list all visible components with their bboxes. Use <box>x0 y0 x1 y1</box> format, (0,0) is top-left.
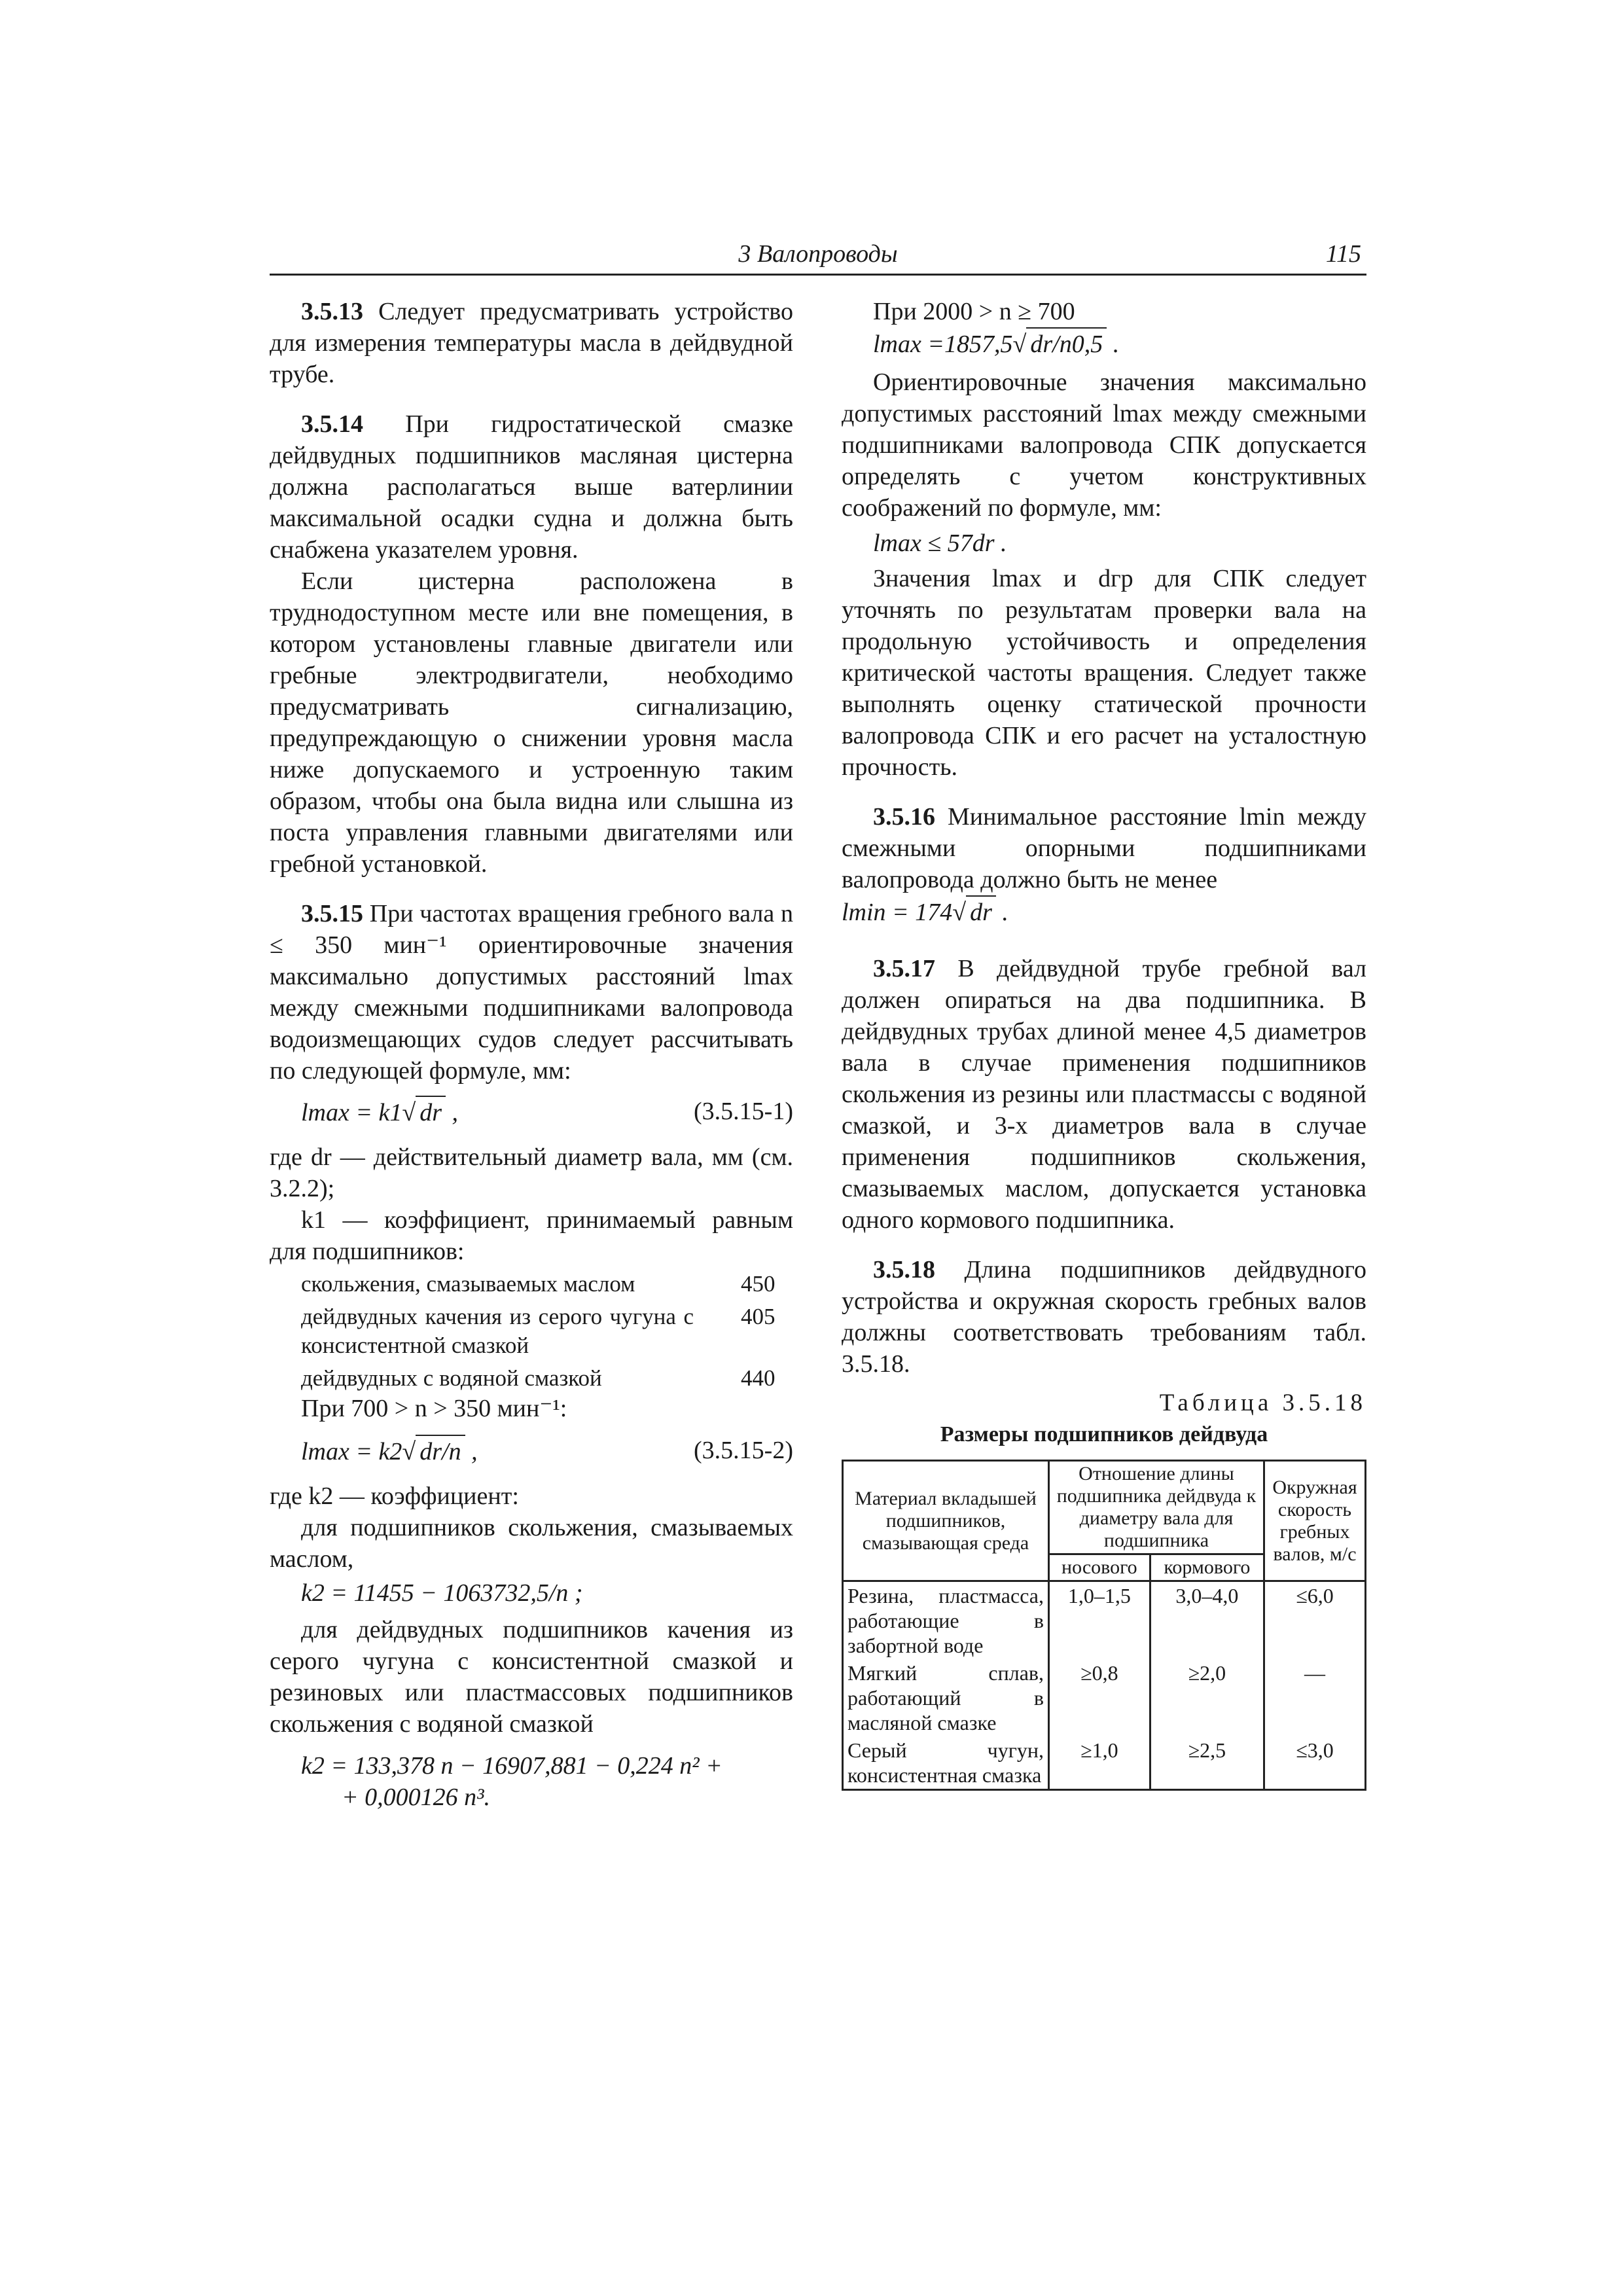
formula-3-5-15-2: lmax = k2√ dr/n , (3.5.15-2) <box>270 1435 793 1480</box>
table-row <box>843 1581 1366 1660</box>
cell-bow: 1,0–1,5 <box>1049 1581 1150 1660</box>
paragraph-3-5-16: 3.5.16 Минимальное расстояние lmin между смежными опорными подшипниками валопровода должно быть не менее <box>842 803 1366 893</box>
paragraph-3-5-18: 3.5.18 Длина подшипников дейдвудного устройства и окружная скорость гребных валов должны соответствовать требованиям табл. 3.5.18. <box>842 1256 1366 1378</box>
formula-k2-sliding: k2 = 11455 − 1063732,5/n ; <box>301 1579 583 1607</box>
cell-speed: ≤6,0 <box>1264 1581 1366 1660</box>
table-title: Размеры подшипников дейдвуда <box>940 1422 1268 1446</box>
paragraph-tank-location: Если цистерна расположена в труднодоступном месте или вне помещения, в котором установлены главные двигатели или гребные электродвигатели, необходимо предусматривать сигнализацию, предупреждающую о снижении уровня масла ниже допускаемого и устроенную таким образом, чтобы она была видна или слышна из поста управления главными двигателями или гребной установкой. <box>270 567 793 878</box>
paragraph-spk-check: Значения lmax и dгр для СПК следует уточнять по результатам проверки вала на продольную устойчивость и определения критической частоты вращения. Следует также выполнять оценку статической прочности валопровода СПК и его расчет на усталостную прочность. <box>842 565 1366 781</box>
k1-item: скольжения, смазываемых маслом 450 <box>301 1271 776 1297</box>
formula-k2-rolling-line2: + 0,000126 n³. <box>342 1784 491 1811</box>
cell-bow: ≥1,0 <box>1049 1736 1150 1790</box>
paragraph-3-5-15: 3.5.15 При частотах вращения гребного вала n ≤ 350 мин⁻¹ ориентировочные значения максимально допустимых расстояний lmax между смежными подшипниками валопровода водоизмещающих судов следует рассчитывать по следующей формуле, мм: <box>270 900 793 1085</box>
cell-speed: — <box>1264 1659 1366 1736</box>
table-row <box>843 1736 1366 1790</box>
paragraph-3-5-17: 3.5.17 В дейдвудной трубе гребной вал должен опираться на два подшипника. В дейдвудных трубах длиной менее 4,5 диаметров вала в случае применения подшипников скольжения из резины или пластмассы с водяной смазкой, и 3-х диаметров вала в случае применения подшипников скольжения, смазываемых маслом, допускается установка одного кормового подшипника. <box>842 955 1366 1234</box>
header-material: Материал вкладышей подшипников, смазывающая среда <box>843 1461 1049 1581</box>
condition-2000-700: При 2000 > n ≥ 700 <box>873 298 1075 325</box>
formula-k2-rolling-line1: k2 = 133,378 n − 16907,881 − 0,224 n² + <box>301 1752 722 1780</box>
chapter-title: 3 Валопроводы <box>738 240 898 268</box>
cell-speed: ≤3,0 <box>1264 1736 1366 1790</box>
paragraph-spk-estimate: Ориентировочные значения максимально допустимых расстояний lmax между смежными подшипниками валопровода СПК допускается определять с учетом конструктивных соображений по формуле, мм: <box>842 368 1366 522</box>
equation-number: (3.5.15-1) <box>694 1098 793 1125</box>
condition-700-350: При 700 > n > 350 мин⁻¹: <box>301 1395 567 1422</box>
definition-k1: k1 — коэффициент, принимаемый равным для подшипников: <box>270 1206 793 1265</box>
cell-bow: ≥0,8 <box>1049 1659 1150 1736</box>
paragraph-3-5-13: 3.5.13 Следует предусматривать устройство для измерения температуры масла в дейдвудной трубе. <box>270 298 793 388</box>
k1-item: дейдвудных с водяной смазкой 440 <box>301 1365 776 1391</box>
page-number: 115 <box>1325 240 1361 268</box>
formula-lmin: lmin = 174√ dr . <box>842 895 1366 935</box>
cell-material: Резина, пластмасса, работающие в забортной воде <box>843 1581 1049 1660</box>
paragraph-3-5-14: 3.5.14 При гидростатической смазке дейдвудных подшипников масляная цистерна должна располагаться выше ватерлинии максимальной осадки судна и должна быть снабжена указателем уровня. <box>270 410 793 564</box>
k1-value-list <box>270 1270 793 1393</box>
k2-case-rolling: для дейдвудных подшипников качения из серого чугуна с консистентной смазкой и резиновых или пластмассовых подшипников скольжения с водяной смазкой <box>270 1616 793 1738</box>
header-ratio: Отношение длины подшипника дейдвуда к диаметру вала для подшипника <box>1049 1461 1264 1554</box>
formula-3-5-15-1: lmax = k1√ dr , (3.5.15-1) <box>270 1096 793 1141</box>
definition-dr: где dr — действительный диаметр вала, мм (см. 3.2.2); <box>270 1143 793 1202</box>
equation-number: (3.5.15-2) <box>694 1437 793 1464</box>
k1-item: дейдвудных качения из серого чугуна с консистентной смазкой 405 <box>301 1304 776 1358</box>
definition-k2: где k2 — коэффициент: <box>270 1482 519 1510</box>
cell-stern: 3,0–4,0 <box>1150 1581 1264 1660</box>
table-caption: Таблица 3.5.18 <box>1159 1390 1366 1416</box>
table-row <box>843 1659 1366 1736</box>
formula-lmax-high-speed: lmax =1857,5√ dr/n0,5 . <box>842 327 1366 367</box>
bearing-size-table <box>842 1460 1366 1791</box>
header-speed: Окружная скорость гребных валов, м/с <box>1264 1461 1366 1581</box>
cell-stern: ≥2,0 <box>1150 1659 1264 1736</box>
cell-material: Мягкий сплав, работающий в масляной смазке <box>843 1659 1049 1736</box>
left-column <box>270 296 793 1813</box>
header-bow: носового <box>1049 1554 1150 1581</box>
k2-case-sliding: для подшипников скольжения, смазываемых маслом, <box>270 1514 793 1573</box>
cell-material: Серый чугун, консистентная смазка <box>843 1736 1049 1790</box>
formula-lmax-spk: lmax ≤ 57dr . <box>873 529 1007 557</box>
right-column <box>842 296 1366 1791</box>
header-stern: кормового <box>1150 1554 1264 1581</box>
cell-stern: ≥2,5 <box>1150 1736 1264 1790</box>
running-header <box>270 237 1366 276</box>
